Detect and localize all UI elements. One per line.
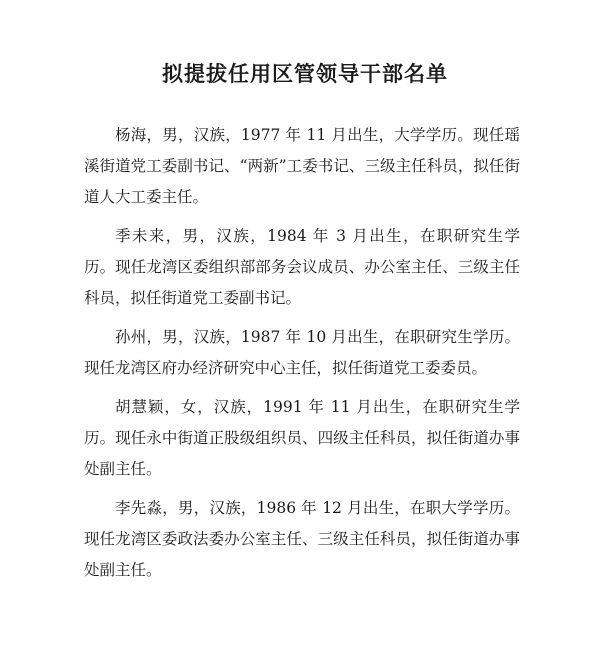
candidate-entry-hu-huiying: 胡慧颖，女，汉族，1991 年 11 月出生，在职研究生学历。现任永中街道正股级组织员、四级主任科员，拟任街道办事处副主任。 (84, 398, 520, 478)
candidate-entry-yang-hai: 杨海，男，汉族，1977 年 11 月出生，大学学历。现任瑶溪街道党工委副书记、“两新”工委书记、三级主任科员，拟任街道人大工委主任。 (84, 126, 520, 206)
candidate-entry-ji-weilai: 季未来，男，汉族，1984 年 3 月出生，在职研究生学历。现任龙湾区委组织部部务会议成员、办公室主任、三级主任科员，拟任街道党工委副书记。 (84, 227, 520, 307)
candidate-entry-li-xianmiao: 李先淼，男，汉族，1986 年 12 月出生，在职大学学历。现任龙湾区委政法委办公室主任、三级主任科员，拟任街道办事处副主任。 (84, 499, 520, 579)
candidate-list (84, 120, 520, 586)
candidate-entry-sun-zhou: 孙州，男，汉族，1987 年 10 月出生，在职研究生学历。现任龙湾区府办经济研究中心主任，拟任街道党工委委员。 (84, 328, 520, 377)
document-title: 拟提拔任用区管领导干部名单 (162, 62, 448, 86)
